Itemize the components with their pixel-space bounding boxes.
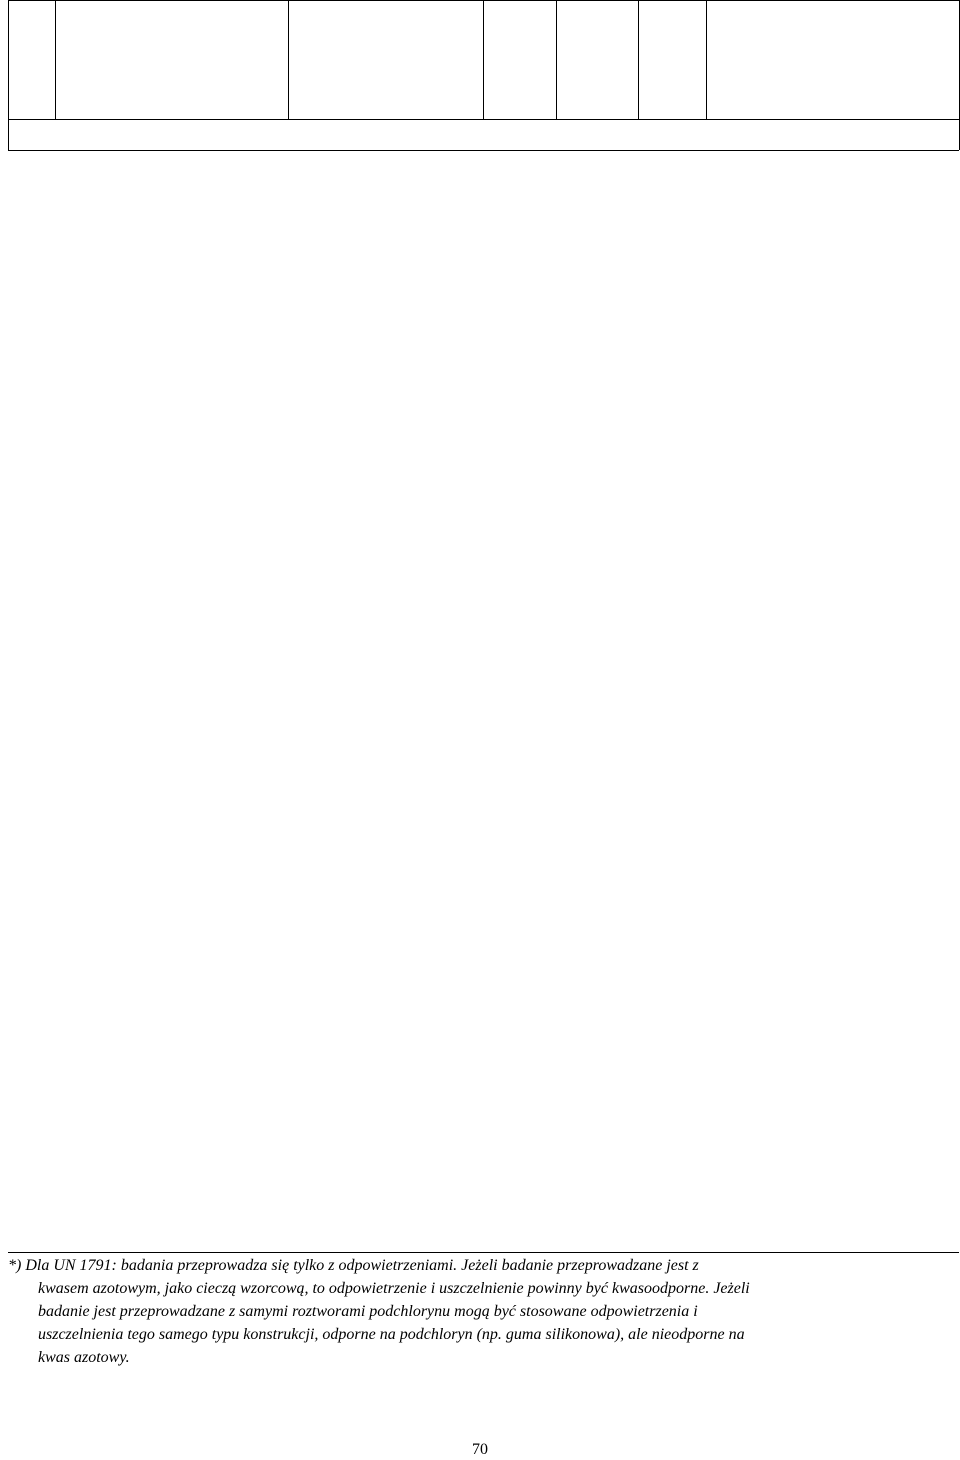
header-col-line: [288, 0, 289, 119]
footnote-line: uszczelnienia tego samego typu konstrukcji, odporne na podchloryn (np. guma silikonowa), ale nieodporne na: [38, 1326, 745, 1343]
footnote-line: kwas azotowy.: [38, 1349, 130, 1366]
header-mid-border: [8, 119, 959, 120]
header-col-line: [706, 0, 707, 119]
header-col-line: [55, 0, 56, 119]
footnote-line: badanie jest przeprowadzane z samymi roztworami podchlorynu mogą być stosowane odpowietrzenia i: [38, 1303, 698, 1320]
header-col-line: [483, 0, 484, 119]
header-bottom-border: [8, 150, 959, 151]
header-col-line: [8, 0, 9, 150]
page-number: 70: [472, 1441, 488, 1458]
footnote: [8, 1254, 938, 1369]
header-col-line: [638, 0, 639, 119]
footnote-line: kwasem azotowym, jako cieczą wzorcową, to odpowietrzenie i uszczelnienie powinny być kwasoodporne. Jeżeli: [38, 1280, 750, 1297]
header-col-line: [556, 0, 557, 119]
footnote-lines: [8, 1277, 938, 1369]
table-bottom-border: [8, 1252, 959, 1253]
footnote-lead: *) Dla UN 1791: badania przeprowadza się tylko z odpowietrzeniami. Jeżeli badanie przeprowadzane jest z: [8, 1257, 699, 1274]
